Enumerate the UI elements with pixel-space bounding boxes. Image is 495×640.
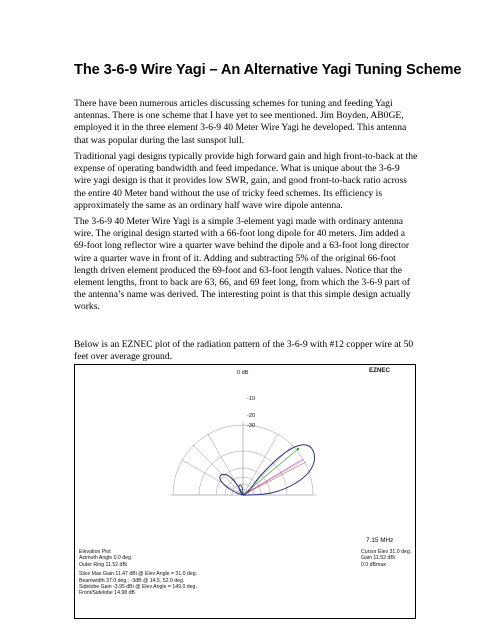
info-line: 0.0 dBmax [361,561,386,568]
info-line: Outer Ring 11.52 dBi [79,561,128,568]
text-line: length driven element produced the 69-foot and 63-foot length values. Notice that the [74,264,402,276]
info-line: Gain 11.52 dBi [361,555,395,562]
cursor-marker [297,448,300,451]
text-line: Traditional yagi designs typically provide high forward gain and high front-to-back at the [74,151,418,162]
text-line: antennas. There is one scheme that I have yet to see mentioned. Jim Boyden, AB0GE, [74,110,404,122]
text-line: wire yagi design is that it provides low SWR, gain, and good front-to-back ratio across [74,175,408,187]
paragraph-design [74,216,495,314]
text-line: works. [74,301,100,313]
plot-info-left [79,549,197,597]
text-line: There have been numerous articles discussing schemes for tuning and feeding Yagi [74,98,393,109]
text-line: feet over average ground. [74,351,173,363]
info-line: Elevation Plot [79,549,111,555]
eznec-brand: EZNEC [369,367,390,374]
info-line: Beamwidth 37.0 deg.; -3dB @ 14.5, 52.0 deg. [79,577,185,584]
text-line: approximately the same as an ordinary half wave wire dipole antenna. [74,199,343,211]
plot-info-right [361,549,411,568]
text-line: wire a quarter wave in front of it. Adding and subtracting 5% of the original 66-foot [74,252,396,264]
ring-label-10: -10 [247,396,256,402]
ring-label-30: -30 [247,423,256,429]
text-line: Below is an EZNEC plot of the radiation pattern of the 3-6-9 with #12 copper wire at 50 [74,339,414,350]
text-line: 69-foot long reflector wire a quarter wave behind the dipole and a 63-foot long director [74,240,410,252]
text-line: the entire 40 Meter band without the use of tricky feed schemes. Its efficiency is [74,187,383,199]
info-line: Sidelobe Gain -3.95 dBi @ Elev Angle = 149.0 deg. [79,584,197,591]
paragraph-traditional [74,151,495,212]
info-line: Cursor Elev 31.0 deg. [361,549,412,555]
document-title: The 3-6-9 Wire Yagi – An Alternative Yagi Tuning Scheme [74,62,462,78]
ring-label-0db: 0 dB [237,370,249,376]
info-line: Front/Sidelobe 14.98 dB [79,590,135,597]
cursor-line-magenta [243,459,303,495]
info-line: Slice Max Gain 11.47 dBi @ Elev Angle = 31.0 deg. [79,571,198,578]
text-line: employed it in the three element 3-6-9 40 Meter Wire Yagi he developed. This antenna [74,122,407,134]
text-line: that was popular during the last sunspot lull. [74,134,245,146]
paragraph-intro [74,98,495,147]
text-line: expense of operating bandwidth and feed impedance. What is unique about the 3-6-9 [74,163,400,175]
paragraph-plot-caption [74,339,495,363]
frequency-label: 7.15 MHz [366,537,394,544]
info-line: Azimuth Angle 0.0 deg. [79,555,133,562]
text-line: wire. The original design started with a 66-foot long dipole for 40 meters. Jim added a [74,228,405,240]
text-line: the antenna’s name was derived. The interesting point is that this simple design actually [74,289,411,301]
text-line: element lengths, front to back are 63, 66, and 69 feet long, from which the 3-6-9 part of [74,277,410,289]
ring-label-20: -20 [247,413,256,419]
polar-grid [173,425,313,495]
text-line: The 3-6-9 40 Meter Wire Yagi is a simple 3-element yagi made with ordinary antenna [74,216,403,227]
eznec-radiation-plot [74,364,416,619]
